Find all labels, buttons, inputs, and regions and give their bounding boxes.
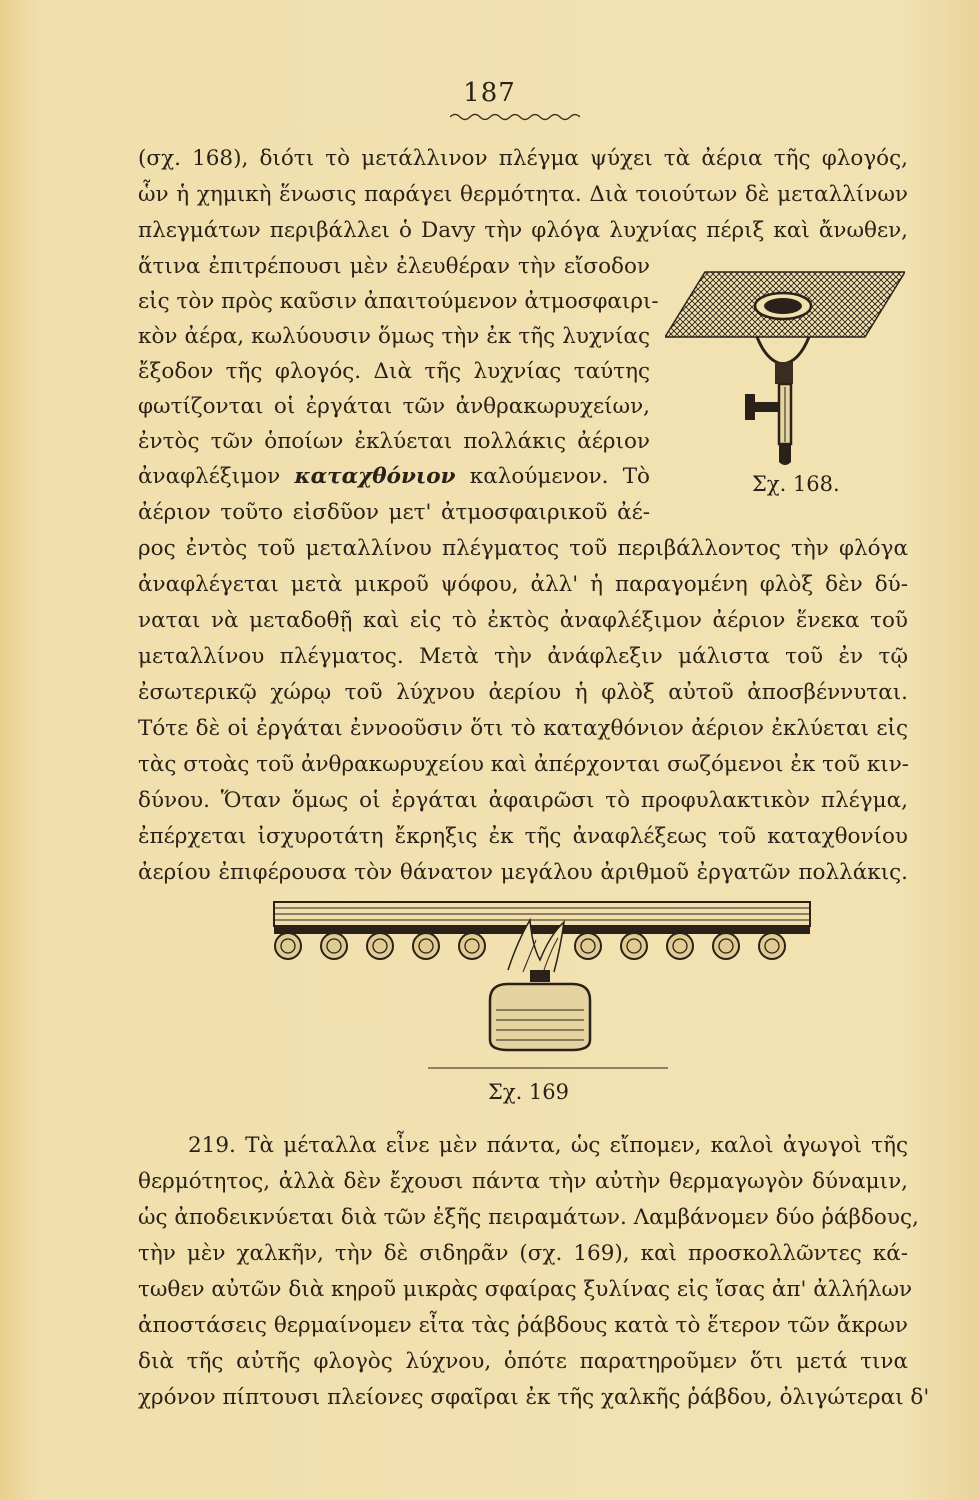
text-line: Τότε δὲ οἱ ἐργάται ἐννοοῦσιν ὅτι τὸ καταχθόνιον ἀέριον ἐκλύεται εἰς [138,716,908,741]
emphasized-term: καταχθόνιον [294,464,456,489]
page-number: 187 [463,78,516,108]
text-line [138,463,650,491]
text-line: ἀποστάσεις θερμαίνομεν εἶτα τὰς ῥάβδους κατὰ τὸ ἕτερον τῶν ἄκρων [138,1313,908,1338]
figure-169-caption: Σχ. 169 [488,1080,570,1104]
text-line: 219. Τὰ μέταλλα εἶνε μὲν πάντα, ὡς εἴπομεν, καλοὶ ἀγωγοὶ τῆς [188,1133,908,1158]
text-line: ἀέριον τοῦτο εἰσδῦον μετ' ἀτμοσφαιρικοῦ ἀέ- [138,500,650,525]
text-line: ἅτινα ἐπιτρέπουσι μὲν ἐλευθέραν τὴν εἴσοδον [138,254,650,279]
text-line: εἰς τὸν πρὸς καῦσιν ἀπαιτούμενον ἀτμοσφαιρι- [138,289,659,314]
text-line: ἀερίου ἐπιφέρουσα τὸν θάνατον μεγάλου ἀριθμοῦ ἐργατῶν πολλάκις. [138,860,908,885]
text-line: μεταλλίνου πλέγματος. Μετὰ τὴν ἀνάφλεξιν μάλιστα τοῦ ἐν τῷ [138,644,908,669]
text-line: δύνου. Ὅταν ὅμως οἱ ἐργάται ἀφαιρῶσι τὸ προφυλακτικὸν πλέγμα, [138,788,908,813]
text-line: ἐπέρχεται ἰσχυροτάτη ἔκρηξις ἐκ τῆς ἀναφλέξεως τοῦ καταχθονίου [138,824,908,849]
text-line: ἐντὸς τῶν ὁποίων ἐκλύεται πολλάκις ἀέριον [138,429,650,454]
text-line: χρόνον πίπτουσι πλείονες σφαῖραι ἐκ τῆς χαλκῆς ῥάβδου, ὀλιγώτεραι δ' [138,1385,930,1410]
text-line: ὧν ἡ χημικὴ ἕνωσις παράγει θερμότητα. Διὰ τοιούτων δὲ μεταλλίνων [138,182,908,207]
page-number-ornament [450,112,580,122]
text-fragment: καλούμενον. Τὸ [455,464,650,489]
text-line: ὡς ἀποδεικνύεται διὰ τῶν ἑξῆς πειραμάτων. Λαμβάνομεν δύο ῥάβδους, [138,1205,919,1230]
text-line: θερμότητος, ἀλλὰ δὲν ἔχουσι πάντα τὴν αὐτὴν θερμαγωγὸν δύναμιν, [138,1169,908,1194]
text-line: διὰ τῆς αὐτῆς φλογὸς λύχνου, ὁπότε παρατηροῦμεν ὅτι μετά τινα [138,1349,908,1374]
text-line: τωθεν αὐτῶν διὰ κηροῦ μικρὰς σφαίρας ξυλίνας εἰς ἴσας ἀπ' ἀλλήλων [138,1277,913,1302]
figure-169-illustration [268,900,818,1080]
text-line: φωτίζονται οἱ ἐργάται τῶν ἀνθρακωρυχείων, [138,394,650,419]
text-line: ἔξοδον τῆς φλογός. Διὰ τῆς λυχνίας ταύτης [138,359,650,384]
text-line: τὰς στοὰς τοῦ ἀνθρακωρυχείου καὶ ἀπέρχονται σωζόμενοι ἐκ τοῦ κιν- [138,752,910,777]
text-line: ἐσωτερικῷ χώρῳ τοῦ λύχνου ἀερίου ἡ φλὸξ αὐτοῦ ἀποσβέννυται. [138,680,908,705]
text-line: τὴν μὲν χαλκῆν, τὴν δὲ σιδηρᾶν (σχ. 169), καὶ προσκολλῶντες κά- [138,1241,908,1266]
text-line: ἀναφλέγεται μετὰ μικροῦ ψόφου, ἀλλ' ἡ παραγομένη φλὸξ δὲν δύ- [138,572,908,597]
text-line: πλεγμάτων περιβάλλει ὁ Davy τὴν φλόγα λυχνίας πέριξ καὶ ἄνωθεν, [138,218,908,243]
text-line: ρος ἐντὸς τοῦ μεταλλίνου πλέγματος τοῦ περιβάλλοντος τὴν φλόγα [138,536,908,561]
figure-168-illustration [665,262,905,472]
text-line: ναται νὰ μεταδοθῇ καὶ εἰς τὸ ἐκτὸς ἀναφλέξιμον ἀέριον ἕνεκα τοῦ [138,608,908,633]
text-fragment: ἀναφλέξιμον [138,464,295,489]
figure-168-caption: Σχ. 168. [752,472,840,496]
text-line: (σχ. 168), διότι τὸ μετάλλινον πλέγμα ψύχει τὰ ἀέρια τῆς φλογός, [138,146,908,171]
text-line: κὸν ἀέρα, κωλύουσιν ὅμως τὴν ἐκ τῆς λυχνίας [138,324,650,349]
